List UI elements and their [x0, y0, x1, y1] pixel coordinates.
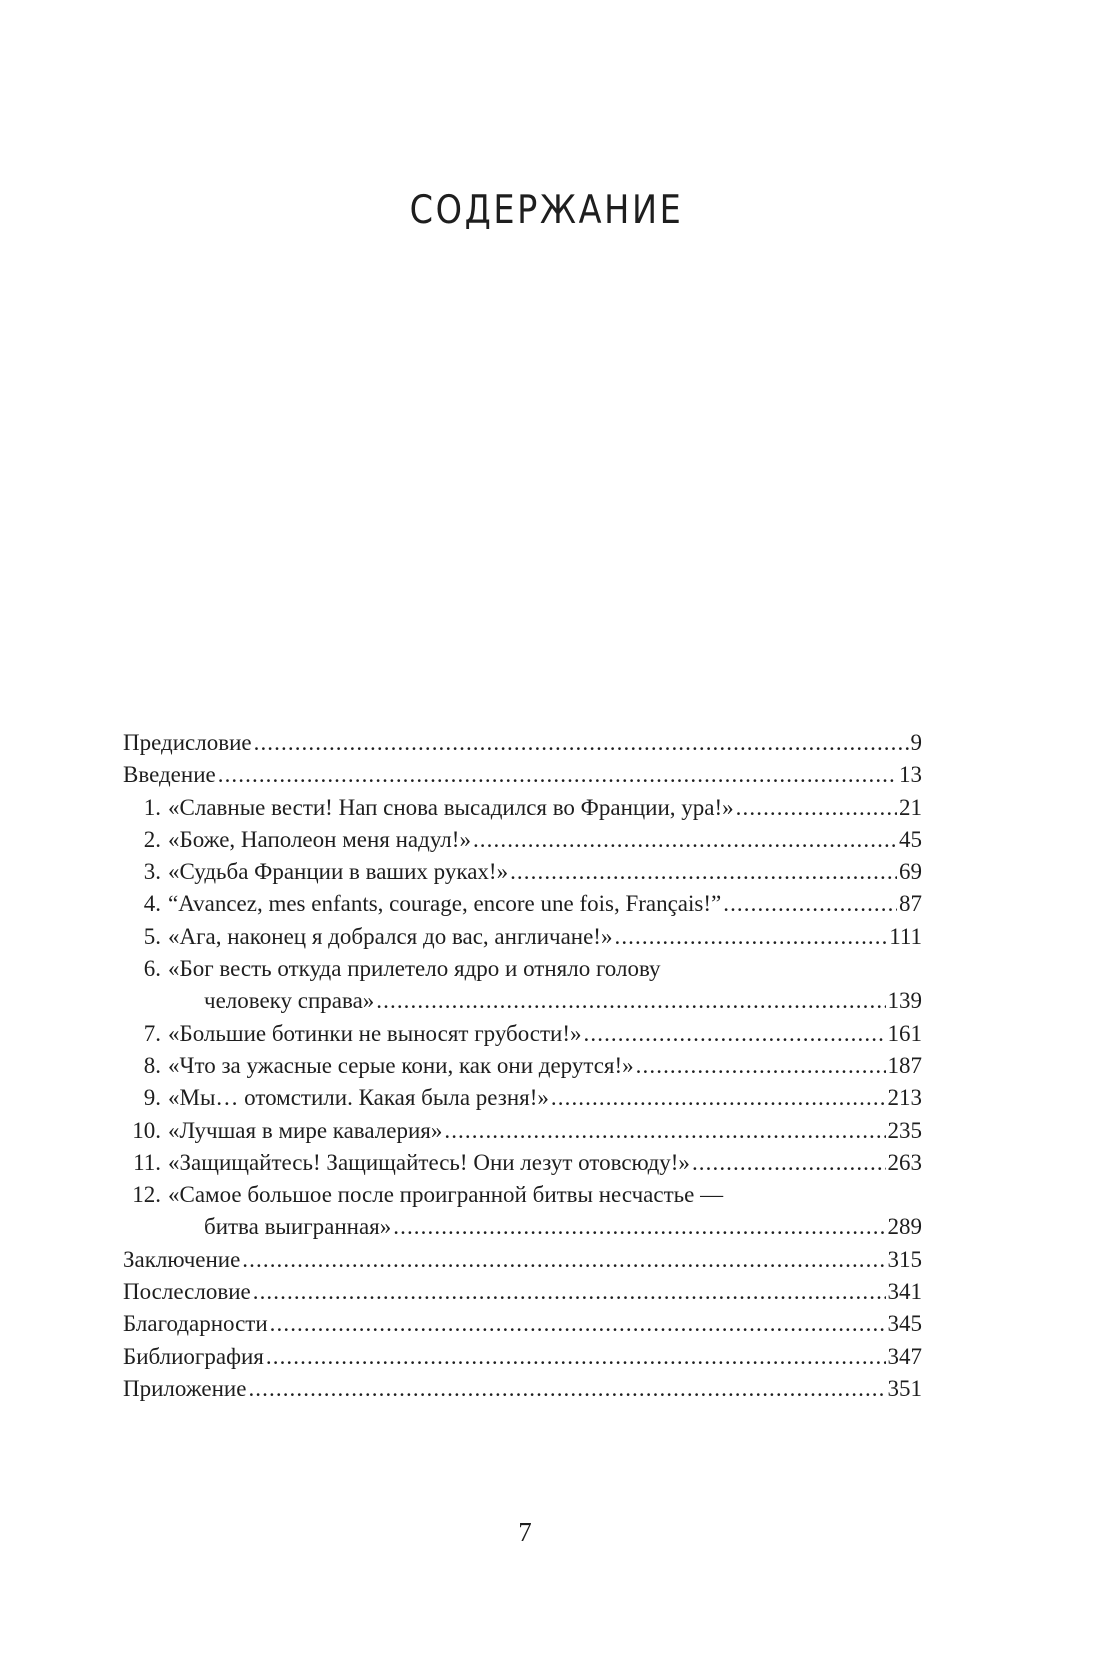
toc-entry-page: 289	[887, 1214, 922, 1240]
toc-entry[interactable]	[123, 1244, 922, 1276]
chapter-number: 9.	[143, 1085, 161, 1111]
dot-leader	[248, 1373, 885, 1405]
toc-entry-title: «Славные вести! Нап снова высадился во Франции, ура!»	[168, 794, 734, 820]
toc-entry-page: 69	[899, 859, 922, 885]
toc-entry-page: 13	[899, 762, 922, 788]
dot-leader	[473, 824, 897, 856]
toc-entry-title: Введение	[123, 762, 216, 788]
toc-entry-page: 161	[887, 1020, 922, 1046]
toc-entry[interactable]	[123, 727, 922, 759]
chapter-number: 11.	[133, 1149, 161, 1175]
dot-leader	[218, 759, 897, 791]
chapter-number: 1.	[143, 794, 161, 820]
dot-leader	[444, 1115, 885, 1147]
toc-entry-page: 139	[887, 988, 922, 1014]
toc-entry[interactable]	[123, 1341, 922, 1373]
toc-entry-title: «Бог весть откуда прилетело ядро и отняло голову	[168, 956, 661, 982]
toc-entry-page: 9	[910, 730, 922, 755]
toc-entry-page: 345	[887, 1311, 922, 1337]
chapter-number: 12.	[132, 1182, 161, 1208]
dot-leader	[636, 1050, 886, 1082]
toc-entry-title-continuation: человеку справа»	[204, 988, 375, 1014]
dot-leader	[584, 1018, 886, 1050]
toc-entry-title: «Боже, Наполеон меня надул!»	[168, 826, 471, 852]
dot-leader	[614, 921, 887, 953]
dot-leader	[736, 792, 897, 824]
dot-leader	[376, 985, 885, 1017]
toc-chapter-entry[interactable]	[123, 888, 922, 920]
dot-leader	[254, 727, 909, 759]
table-of-contents	[123, 727, 922, 1405]
toc-entry-title: «Самое большое после проигранной битвы несчастье —	[168, 1182, 724, 1208]
toc-entry-page: 263	[887, 1149, 922, 1175]
toc-chapter-entry[interactable]	[123, 1050, 922, 1082]
toc-chapter-entry-continuation[interactable]	[123, 1211, 922, 1243]
toc-entry-title: «Мы… отомстили. Какая была резня!»	[168, 1085, 549, 1111]
toc-entry-title-continuation: битва выигранная»	[204, 1214, 392, 1240]
toc-entry-title: «Судьба Франции в ваших руках!»	[168, 859, 509, 885]
chapter-number: 2.	[143, 826, 161, 852]
dot-leader	[551, 1082, 886, 1114]
page-title: СОДЕРЖАНИЕ	[409, 188, 684, 233]
toc-entry-title: Заключение	[123, 1246, 241, 1272]
toc-entry-page: 45	[899, 826, 922, 852]
chapter-number: 7.	[143, 1020, 161, 1046]
toc-chapter-entry[interactable]	[123, 1179, 922, 1211]
toc-entry-page: 111	[889, 923, 922, 949]
dot-leader	[270, 1308, 886, 1340]
toc-chapter-entry[interactable]	[123, 1018, 922, 1050]
chapter-number: 10.	[132, 1117, 161, 1143]
toc-entry-title: «Лучшая в мире кавалерия»	[168, 1117, 443, 1143]
toc-entry-page: 21	[899, 794, 922, 820]
toc-chapter-entry[interactable]	[123, 824, 922, 856]
toc-entry[interactable]	[123, 759, 922, 791]
chapter-number: 8.	[143, 1052, 161, 1078]
toc-chapter-entry-continuation[interactable]	[123, 985, 922, 1017]
dot-leader	[266, 1341, 886, 1373]
toc-entry-page: 347	[887, 1343, 922, 1369]
toc-entry-title: «Защищайтесь! Защищайтесь! Они лезут отовсюду!»	[168, 1149, 690, 1175]
toc-entry-title: Приложение	[123, 1375, 247, 1401]
chapter-number: 3.	[143, 859, 161, 885]
toc-chapter-entry[interactable]	[123, 953, 922, 985]
toc-entry-title: Послесловие	[123, 1279, 251, 1305]
toc-chapter-entry[interactable]	[123, 921, 922, 953]
toc-entry-title: Благодарности	[123, 1311, 268, 1337]
toc-entry-page: 187	[887, 1052, 922, 1078]
dot-leader	[692, 1147, 886, 1179]
toc-entry-title: Библиография	[123, 1343, 264, 1369]
dot-leader	[510, 856, 897, 888]
dot-leader	[253, 1276, 886, 1308]
toc-entry-page: 315	[887, 1246, 922, 1272]
toc-entry-page: 351	[887, 1375, 922, 1401]
dot-leader	[242, 1244, 885, 1276]
page-number: 7	[518, 1517, 532, 1547]
toc-chapter-entry[interactable]	[123, 1082, 922, 1114]
toc-chapter-entry[interactable]	[123, 1147, 922, 1179]
toc-entry-title: “Avancez, mes enfants, courage, encore une fois, Français!”	[168, 891, 722, 917]
toc-entry[interactable]	[123, 1308, 922, 1340]
chapter-number: 6.	[143, 956, 161, 982]
toc-chapter-entry[interactable]	[123, 792, 922, 824]
toc-entry-page: 87	[899, 891, 922, 917]
dot-leader	[393, 1211, 885, 1243]
toc-entry-title: «Большие ботинки не выносят грубости!»	[168, 1020, 582, 1046]
toc-entry-title: Предисловие	[123, 730, 252, 755]
chapter-number: 5.	[143, 923, 161, 949]
toc-chapter-entry[interactable]	[123, 1115, 922, 1147]
toc-entry-page: 213	[887, 1085, 922, 1111]
toc-entry-page: 235	[887, 1117, 922, 1143]
toc-entry[interactable]	[123, 1373, 922, 1405]
dot-leader	[723, 888, 897, 920]
toc-chapter-entry[interactable]	[123, 856, 922, 888]
toc-entry-title: «Что за ужасные серые кони, как они дерутся!»	[168, 1052, 634, 1078]
chapter-number: 4.	[143, 891, 161, 917]
toc-entry[interactable]	[123, 1276, 922, 1308]
toc-entry-page: 341	[887, 1279, 922, 1305]
toc-entry-title: «Ага, наконец я добрался до вас, англичане!»	[168, 923, 613, 949]
